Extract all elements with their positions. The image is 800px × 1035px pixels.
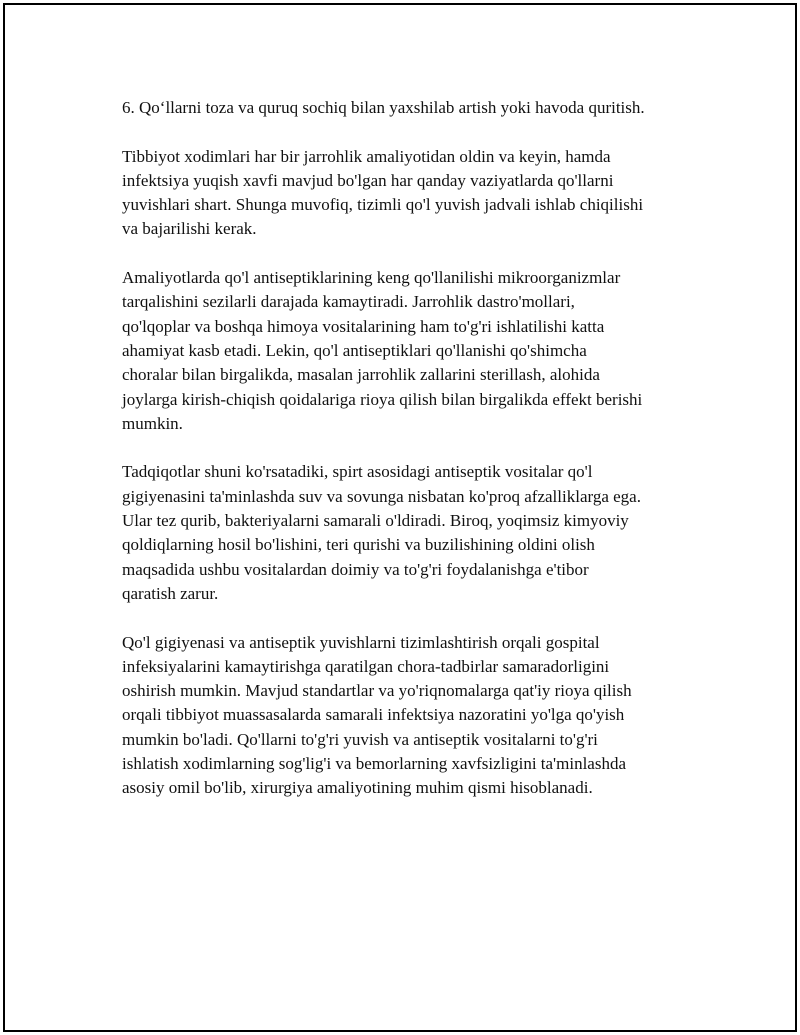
text-line: orqali tibbiyot muassasalarda samarali infektsiya nazoratini yo'lga qo'yish: [122, 705, 625, 725]
text-line: maqsadida ushbu vositalardan doimiy va to'g'ri foydalanishga e'tibor: [122, 559, 589, 579]
text-line: infektsiya yuqish xavfi mavjud bo'lgan har qanday vaziyatlarda qo'llarni: [122, 170, 614, 190]
document-body: [122, 96, 697, 825]
text-line: yuvishlari shart. Shunga muvofiq, tizimli qo'l yuvish jadvali ishlab chiqilishi: [122, 195, 644, 215]
text-line: asosiy omil bo'lib, xirurgiya amaliyotining muhim qismi hisoblanadi.: [122, 778, 593, 798]
text-line: choralar bilan birgalikda, masalan jarrohlik zallarini sterillash, alohida: [122, 365, 600, 385]
text-line: oshirish mumkin. Mavjud standartlar va yo'riqnomalarga qat'iy rioya qilish: [122, 681, 632, 701]
text-line: Amaliyotlarda qo'l antiseptiklarining keng qo'llanilishi mikroorganizmlar: [122, 268, 621, 288]
text-line: mumkin.: [122, 413, 183, 433]
text-line: infeksiyalarini kamaytirishga qaratilgan chora-tadbirlar samaradorligini: [122, 656, 610, 676]
text-line: qaratish zarur.: [122, 583, 219, 603]
paragraph-handwashing-requirement: [122, 145, 697, 242]
paragraph-conclusion: [122, 631, 697, 801]
paragraph-research-findings: [122, 460, 697, 606]
text-line: joylarga kirish-chiqish qoidalariga rioya qilish bilan birgalikda effekt berishi: [122, 389, 643, 409]
text-line: Ular tez qurib, bakteriyalarni samarali o'ldiradi. Biroq, yoqimsiz kimyoviy: [122, 511, 629, 531]
text-line: mumkin bo'ladi. Qo'llarni to'g'ri yuvish va antiseptik vositalarni to'g'ri: [122, 729, 598, 749]
text-line: Tibbiyot xodimlari har bir jarrohlik amaliyotidan oldin va keyin, hamda: [122, 146, 611, 166]
text-line: tarqalishini sezilarli darajada kamaytiradi. Jarrohlik dastro'mollari,: [122, 292, 575, 312]
text-line: va bajarilishi kerak.: [122, 219, 257, 239]
text-line: gigiyenasini ta'minlashda suv va sovunga nisbatan ko'proq afzalliklarga ega.: [122, 486, 641, 506]
text-line: ahamiyat kasb etadi. Lekin, qo'l antiseptiklari qo'llanishi qo'shimcha: [122, 340, 587, 360]
text-line: 6. Qo‘llarni toza va quruq sochiq bilan yaxshilab artish yoki havoda quritish.: [122, 98, 645, 117]
text-line: Tadqiqotlar shuni ko'rsatadiki, spirt asosidagi antiseptik vositalar qo'l: [122, 462, 593, 482]
page-frame: [3, 3, 797, 1032]
paragraph-antiseptics-usage: [122, 266, 697, 436]
paragraph-step-6: [122, 96, 697, 120]
text-line: qo'lqoplar va boshqa himoya vositalarining ham to'g'ri ishlatilishi katta: [122, 316, 605, 336]
text-line: qoldiqlarning hosil bo'lishini, teri qurishi va buzilishining oldini olish: [122, 535, 595, 555]
text-line: ishlatish xodimlarning sog'lig'i va bemorlarning xavfsizligini ta'minlashda: [122, 754, 626, 774]
text-line: Qo'l gigiyenasi va antiseptik yuvishlarni tizimlashtirish orqali gospital: [122, 632, 600, 652]
